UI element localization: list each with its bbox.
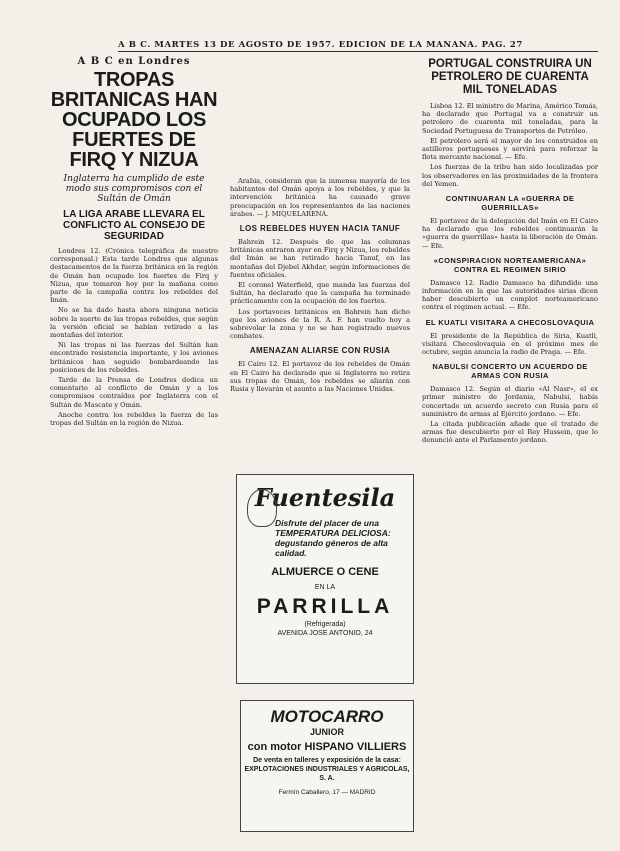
main-kicker: LA LIGA ARABE LLEVARA EL CONFLICTO AL CONSEJO DE SEGURIDAD: [62, 209, 206, 242]
headline-portugal: PORTUGAL CONSTRUIRA UN PETROLERO DE CUARENTA MIL TONELADAS: [428, 58, 592, 96]
ad2-engine: con motor HISPANO VILLIERS: [247, 741, 407, 753]
subhead-continuaran: CONTINUARAN LA «GUERRA DE GUERRILLAS»: [445, 194, 575, 213]
article-body-9: [422, 385, 598, 444]
paragraph: El presidente de la República de Siria, Kuatli, visitará Checoslovaquia en el próximo mes de octubre, según anuncia la radio de Praga. — Efe.: [422, 331, 598, 357]
article-body-2: [230, 177, 410, 218]
paragraph: Los portavoces británicos en Bahrein han dicho que los aviones de la R. A. F. han vuelto hoy a sobrevolar la zona y no se han registrado nuevos combates.: [230, 307, 410, 341]
paragraph: Ni las tropas ni las fuerzas del Sultán han encontrado resistencia importante, y los aviones británicos han seguido bombardeando las posiciones de los rebeldes.: [50, 341, 218, 374]
paragraph: Anoche contra los rebeldes la fuerza de las tropas del Sultán en la región de Nizua.: [50, 410, 218, 428]
article-body-5: [422, 102, 598, 188]
main-headline: TROPAS BRITANICAS HAN OCUPADO LOS FUERTES DE FIRQ Y NIZUA: [50, 69, 218, 171]
ad2-model: JUNIOR: [309, 727, 344, 737]
paragraph: El portavoz de la delegación del Imán en El Cairo ha declarado que los rebeldes continuarán la «guerra de guerrillas» hasta la liberación de Omán. — Efe.: [422, 217, 598, 250]
ad-brand: Fuentesila: [254, 483, 396, 512]
ad2-title: MOTOCARRO: [270, 707, 384, 726]
crest-icon: [247, 489, 277, 527]
paragraph: Damasco 12. Radio Damasco ha difundido una información en la que las autoridades sirias dicen haber descubierto un complot norteamericano contra el régimen actual. — Efe.: [422, 278, 598, 312]
main-subhead: Inglaterra ha cumplido de este modo sus compromisos con el Sultán de Omán: [63, 174, 205, 204]
paragraph: Damasco 12. Según el diario «Al Nasr», el ex primer ministro de Jordania, Nabulsi, había concertado un acuerdo secreto con Rusia para el suministro de armas al Ejército jordano. — Efe.: [422, 385, 598, 418]
article-body-3: [230, 238, 410, 340]
paragraph: El petrolero será el mayor de los construidos en astilleros portugueses y servirá para reforzar la flota mercante nacional. — Efe.: [422, 136, 598, 162]
paragraph: El coronel Waterfield, que manda las fuerzas del Sultán, ha declarado que la campaña ha terminado prácticamente con la ocupación de los fuertes.: [230, 281, 410, 306]
subhead-nabulsi: NABULSI CONCERTO UN ACUERDO DE ARMAS CON RUSIA: [432, 362, 588, 381]
column-3: [422, 56, 598, 836]
paragraph: Londres 12. (Crónica telegráfica de nuestro corresponsal.) Esta tarde Londres que algunas destacamentos de la fuerza británica en la región de Omán han ocupado los fuertes de Firq y Nizua, que tomaron hoy por la mañana como parte de la campaña contra los rebeldes del Imán.: [50, 247, 218, 305]
ad-tagline: Disfrute del placer de una TEMPERATURA DELICIOSA: degustando géneros de alta calidad.: [275, 518, 391, 558]
article-body-1: [50, 247, 218, 427]
paragraph: Bahrein 12. Después de que las columnas británicas entraron ayer en Firq y Nizua, los rebeldes del Imán se han retirado hacia Tanuf, en las montañas del Djebel Akhdar, según informaciones de fuentes oficiales.: [230, 238, 410, 279]
ad-note: (Refrigerada): [304, 621, 346, 628]
ad-venue: PARRILLA: [256, 595, 394, 618]
subhead-conspiracion: «CONSPIRACION NORTEAMERICANA» CONTRA EL REGIMEN SIRIO: [433, 255, 587, 274]
article-body-6: [422, 217, 598, 250]
article-body-8: [422, 332, 598, 357]
section-label: A B C en Londres: [77, 56, 191, 67]
article-body-4: [230, 360, 410, 393]
ad-prep: EN LA: [314, 584, 336, 591]
paragraph: Lisboa 12. El ministro de Marina, Américo Tomás, ha declarado que Portugal va a construir un petrolero de cuarenta mil toneladas, para la Sociedad Portuguesa de Transportes de Petróleo.: [422, 102, 598, 135]
restaurant-advertisement: [236, 474, 414, 684]
ad-lunch: ALMUERCE O CENE: [271, 566, 379, 578]
motocarro-advertisement: [240, 700, 414, 832]
ad2-address: Fermín Caballero, 17 — MADRID: [278, 789, 376, 796]
ad-address: AVENIDA JOSE ANTONIO, 24: [277, 630, 373, 637]
paragraph: No se ha dado hasta ahora ninguna noticia sobre la suerte de las tropas rebeldes, que según la versión oficial se habían retirado a las montañas del interior.: [50, 306, 218, 340]
column-1: [50, 56, 218, 836]
subhead-kuatli: EL KUATLI VISITARA A CHECOSLOVAQUIA: [425, 317, 595, 327]
column-2: [230, 172, 410, 472]
page-header: A B C. MARTES 13 DE AGOSTO DE 1957. EDICION DE LA MAÑANA. PAG. 27: [118, 40, 598, 52]
paragraph: Arabia, consideran que la inmensa mayoría de los habitantes del Omán apoya a los rebeldes, y que la intervención británica ha causado grave preocupación en los representantes de las naciones árabes. — J. MIQUELARENA.: [230, 177, 410, 218]
subhead-amenazan: AMENAZAN ALIARSE CON RUSIA: [249, 346, 391, 356]
paragraph: La citada publicación añade que el tratado de armas fue descubierto por el Rey Hussein, que lo denunció ante el Parlamento jordano.: [422, 420, 598, 445]
article-body-7: [422, 279, 598, 312]
paragraph: El Cairo 12. El portavoz de los rebeldes de Omán en El Cairo ha declarado que si Inglaterra no retira sus tropas de Omán, los rebeldes se aliarán con Rusia y llevarán el asunto a las Naciones Unidas.: [230, 360, 410, 394]
ad2-company: De venta en talleres y exposición de la casa: EXPLOTACIONES INDUSTRIALES Y AGRICOLAS, S. A.: [244, 757, 410, 782]
paragraph: Tarde de la Prensa de Londres dedica un comentario al conflicto de Omán y a los compromisos contraídos por Inglaterra con el Sultán de Mascate y Omán.: [50, 376, 218, 409]
subhead-rebeldes: LOS REBELDES HUYEN HACIA TANUF: [239, 224, 401, 234]
paragraph: Los fuerzas de la tribu han sido localizadas por los observadores en las proximidades de la frontera del Yemen.: [422, 163, 598, 188]
